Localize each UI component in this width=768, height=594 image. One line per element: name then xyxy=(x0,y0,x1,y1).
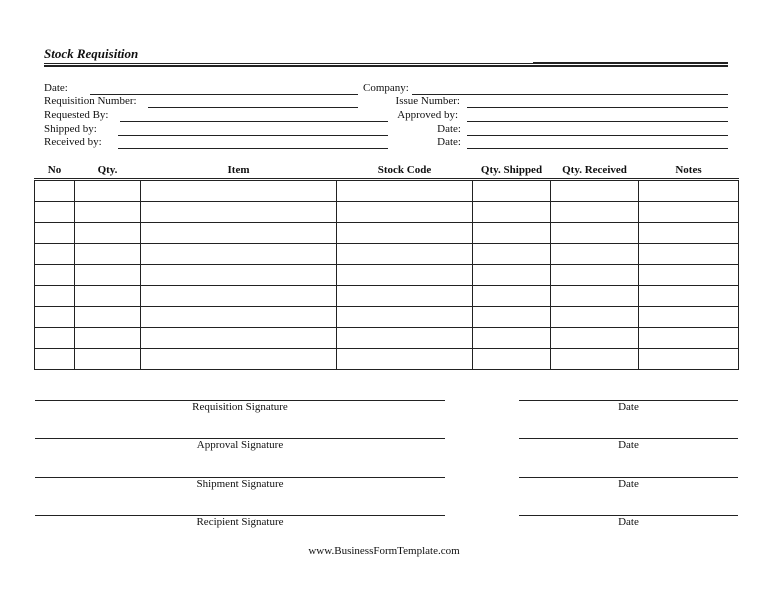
field-line-shipped-by[interactable] xyxy=(118,135,388,136)
table-cell-stock-code[interactable] xyxy=(337,265,473,286)
field-line-requisition-number[interactable] xyxy=(148,107,358,108)
field-label-company: Company: xyxy=(363,82,409,94)
field-line-issue-number[interactable] xyxy=(467,107,728,108)
table-cell-notes[interactable] xyxy=(639,265,739,286)
table-cell-qty-shipped[interactable] xyxy=(473,244,551,265)
form-title: Stock Requisition xyxy=(44,46,139,61)
table-cell-qty-received[interactable] xyxy=(551,180,639,202)
column-header-item: Item xyxy=(141,162,337,180)
table-cell-no[interactable] xyxy=(35,202,75,223)
table-cell-item[interactable] xyxy=(141,265,337,286)
column-header-stock-code: Stock Code xyxy=(337,162,473,180)
column-header-no: No xyxy=(35,162,75,180)
table-cell-qty-shipped[interactable] xyxy=(473,349,551,370)
date-label-requisition: Date xyxy=(618,401,639,413)
table-cell-item[interactable] xyxy=(141,180,337,202)
table-cell-qty-shipped[interactable] xyxy=(473,180,551,202)
table-cell-notes[interactable] xyxy=(639,328,739,349)
table-cell-qty-received[interactable] xyxy=(551,328,639,349)
field-line-received-by[interactable] xyxy=(118,148,388,149)
table-cell-stock-code[interactable] xyxy=(337,349,473,370)
table-row xyxy=(35,180,739,202)
title-rule-top xyxy=(44,63,728,64)
requisition-table xyxy=(34,162,739,370)
field-label-shipped-by: Shipped by: xyxy=(44,123,97,135)
field-line-date-right-1[interactable] xyxy=(467,135,728,136)
table-cell-no[interactable] xyxy=(35,328,75,349)
field-label-requested-by: Requested By: xyxy=(44,109,109,121)
table-cell-stock-code[interactable] xyxy=(337,286,473,307)
date-label-approval: Date xyxy=(618,439,639,451)
table-cell-item[interactable] xyxy=(141,349,337,370)
signature-label-shipment: Shipment Signature xyxy=(196,478,284,490)
signature-label-requisition: Requisition Signature xyxy=(192,401,288,413)
table-cell-no[interactable] xyxy=(35,286,75,307)
table-cell-stock-code[interactable] xyxy=(337,244,473,265)
table-cell-qty[interactable] xyxy=(75,286,141,307)
table-cell-qty[interactable] xyxy=(75,244,141,265)
table-row xyxy=(35,244,739,265)
table-cell-qty-shipped[interactable] xyxy=(473,328,551,349)
column-header-notes: Notes xyxy=(639,162,739,180)
table-row xyxy=(35,307,739,328)
table-body xyxy=(35,180,739,370)
title-rule-bottom xyxy=(44,65,728,67)
table-cell-qty[interactable] xyxy=(75,265,141,286)
table-cell-qty-received[interactable] xyxy=(551,349,639,370)
table-cell-notes[interactable] xyxy=(639,202,739,223)
date-label-recipient: Date xyxy=(618,516,639,528)
table-row xyxy=(35,202,739,223)
table-cell-stock-code[interactable] xyxy=(337,307,473,328)
table-cell-no[interactable] xyxy=(35,349,75,370)
table-cell-stock-code[interactable] xyxy=(337,328,473,349)
table-cell-notes[interactable] xyxy=(639,244,739,265)
footer-website: www.BusinessFormTemplate.com xyxy=(308,545,460,557)
table-cell-qty-received[interactable] xyxy=(551,307,639,328)
signature-label-approval: Approval Signature xyxy=(196,439,284,451)
table-cell-qty-received[interactable] xyxy=(551,223,639,244)
column-header-qty-shipped: Qty. Shipped xyxy=(473,162,551,180)
column-header-qty: Qty. xyxy=(75,162,141,180)
table-cell-notes[interactable] xyxy=(639,349,739,370)
table-cell-item[interactable] xyxy=(141,223,337,244)
table-row xyxy=(35,328,739,349)
table-cell-qty-shipped[interactable] xyxy=(473,307,551,328)
field-label-issue-number: Issue Number: xyxy=(395,95,460,107)
table-cell-item[interactable] xyxy=(141,202,337,223)
table-cell-notes[interactable] xyxy=(639,307,739,328)
table-cell-item[interactable] xyxy=(141,244,337,265)
table-cell-item[interactable] xyxy=(141,286,337,307)
table-cell-qty-received[interactable] xyxy=(551,244,639,265)
table-row xyxy=(35,286,739,307)
table-cell-qty[interactable] xyxy=(75,180,141,202)
table-cell-qty-shipped[interactable] xyxy=(473,265,551,286)
table-cell-item[interactable] xyxy=(141,328,337,349)
table-cell-qty-received[interactable] xyxy=(551,265,639,286)
table-cell-qty[interactable] xyxy=(75,328,141,349)
table-cell-item[interactable] xyxy=(141,307,337,328)
signature-label-recipient: Recipient Signature xyxy=(196,516,284,528)
table-cell-notes[interactable] xyxy=(639,223,739,244)
field-label-date-right-1: Date: xyxy=(437,123,461,135)
column-header-qty-received: Qty. Received xyxy=(551,162,639,180)
table-cell-no[interactable] xyxy=(35,223,75,244)
field-line-approved-by[interactable] xyxy=(467,121,728,122)
table-cell-no[interactable] xyxy=(35,180,75,202)
field-label-requisition-number: Requisition Number: xyxy=(44,95,137,107)
table-cell-qty[interactable] xyxy=(75,349,141,370)
table-cell-qty-shipped[interactable] xyxy=(473,202,551,223)
table-row xyxy=(35,265,739,286)
field-label-date: Date: xyxy=(44,82,68,94)
table-row xyxy=(35,223,739,244)
table-cell-qty[interactable] xyxy=(75,223,141,244)
table-cell-qty[interactable] xyxy=(75,307,141,328)
table-cell-stock-code[interactable] xyxy=(337,223,473,244)
table-cell-qty-received[interactable] xyxy=(551,202,639,223)
table-cell-qty-shipped[interactable] xyxy=(473,223,551,244)
field-line-requested-by[interactable] xyxy=(120,121,388,122)
table-cell-notes[interactable] xyxy=(639,180,739,202)
field-label-date-right-2: Date: xyxy=(437,136,461,148)
table-cell-stock-code[interactable] xyxy=(337,202,473,223)
table-row xyxy=(35,349,739,370)
table-cell-qty[interactable] xyxy=(75,202,141,223)
table-cell-no[interactable] xyxy=(35,265,75,286)
table-cell-no[interactable] xyxy=(35,307,75,328)
table-cell-stock-code[interactable] xyxy=(337,180,473,202)
field-label-received-by: Received by: xyxy=(44,136,102,148)
date-label-shipment: Date xyxy=(618,478,639,490)
table-cell-no[interactable] xyxy=(35,244,75,265)
table-cell-qty-received[interactable] xyxy=(551,286,639,307)
table-header-row xyxy=(35,162,739,180)
field-label-approved-by: Approved by: xyxy=(397,109,458,121)
table-cell-notes[interactable] xyxy=(639,286,739,307)
table-cell-qty-shipped[interactable] xyxy=(473,286,551,307)
field-line-date-right-2[interactable] xyxy=(467,148,728,149)
